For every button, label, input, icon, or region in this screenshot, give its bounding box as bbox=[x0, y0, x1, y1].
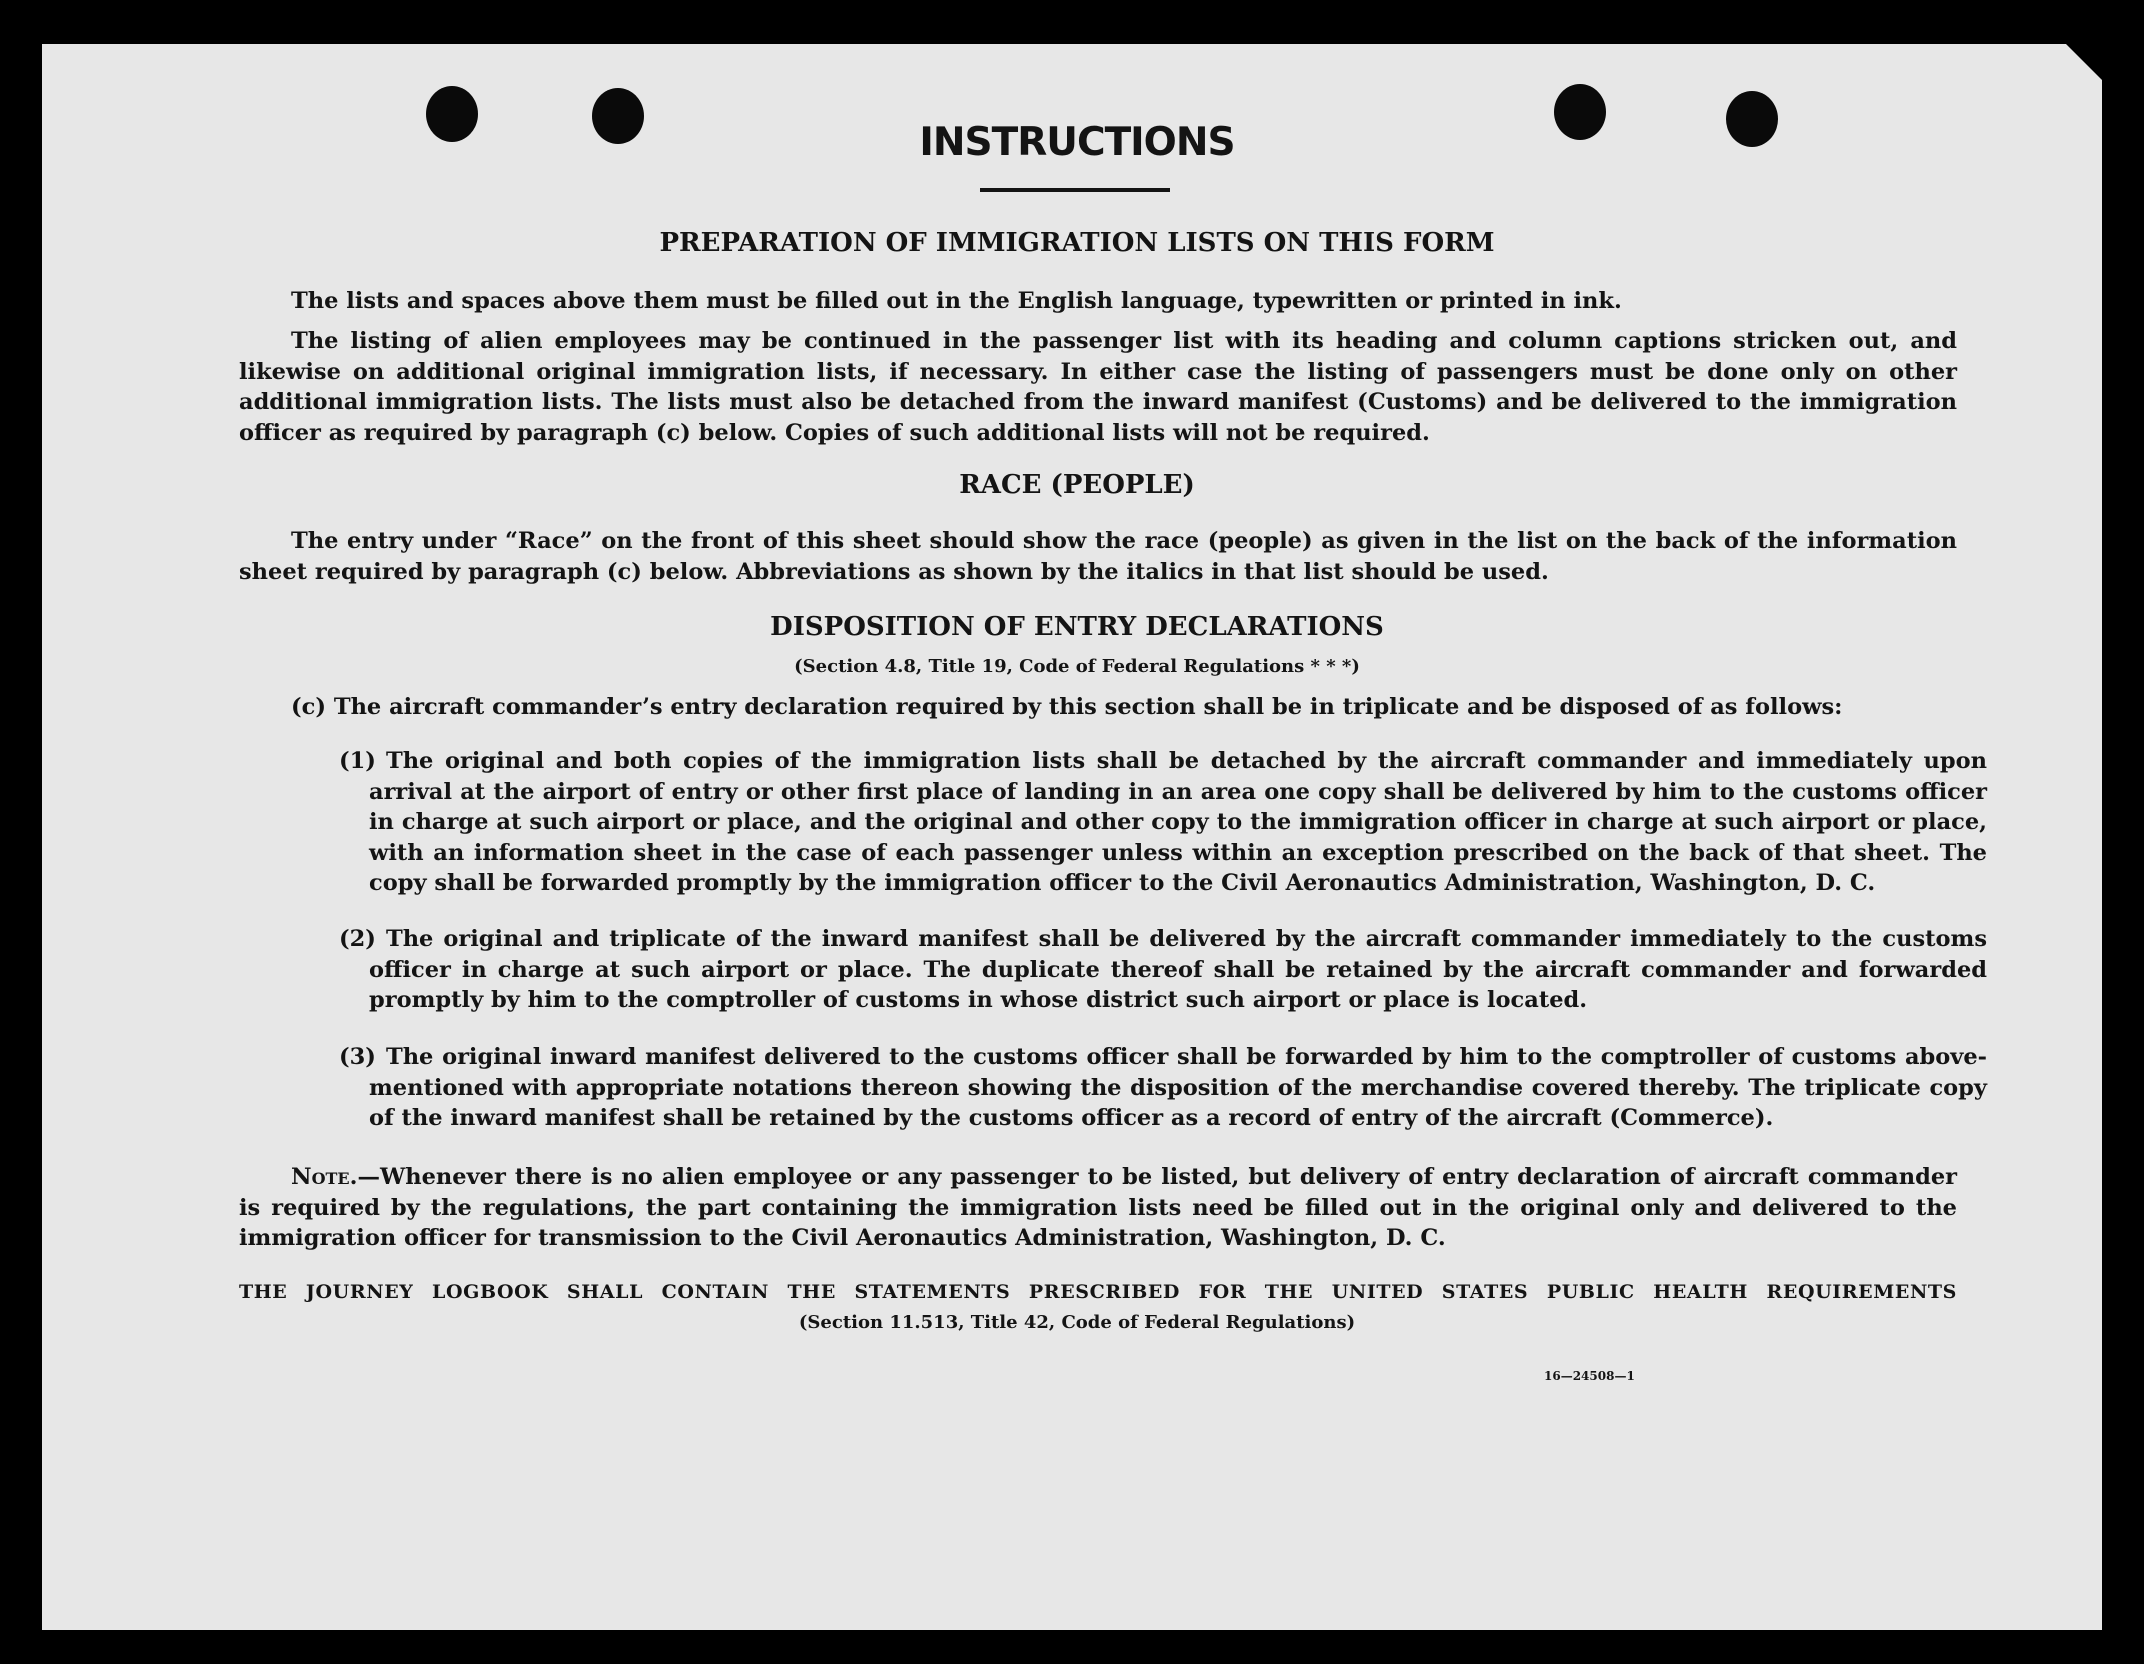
item-text: The original and triplicate of the inward manifest shall be delivered by the aircraft commander immediately to the customs officer in charge at such airport or place. The duplicate thereof shall be retained by the aircraft commander and forwarded promptly by him to the comptroller of customs in whose district such airport or place is located. bbox=[369, 926, 1987, 1013]
note-label: Note. bbox=[291, 1164, 358, 1190]
folded-corner bbox=[2064, 42, 2104, 82]
health-requirements-line: THE JOURNEY LOGBOOK SHALL CONTAIN THE STATEMENTS PRESCRIBED FOR THE UNITED STATES PUBLIC HEALTH REQUIREMENTS bbox=[239, 1281, 1957, 1303]
disposition-heading: DISPOSITION OF ENTRY DECLARATIONS bbox=[770, 612, 1384, 642]
title-rule bbox=[980, 188, 1170, 192]
disposition-item-1 bbox=[339, 746, 1987, 899]
preparation-paragraph-2: The listing of alien employees may be continued in the passenger list with its heading and column captions stricken out, and likewise on additional original immigration lists, if necessary. In either case the listing of passengers must be done only on other additional immigration lists. The lists must also be detached from the inward manifest (Customs) and be delivered to the immigration officer as required by paragraph (c) below. Copies of such additional lists will not be required. bbox=[239, 328, 1957, 446]
note-paragraph bbox=[239, 1162, 1957, 1254]
item-text: The original and both copies of the immigration lists shall be detached by the aircraft commander and immediately upon arrival at the airport of entry or other first place of landing in an area one copy shall be delivered by him to the customs officer in charge at such airport or place, and the original and other copy to the immigration officer in charge at such airport or place, with an information sheet in the case of each passenger unless within an exception prescribed on the back of that sheet. The copy shall be forwarded promptly by the immigration officer to the Civil Aeronautics Administration, Washington, D. C. bbox=[369, 748, 1987, 896]
health-citation: (Section 11.513, Title 42, Code of Federal Regulations) bbox=[798, 1312, 1356, 1333]
disposition-intro: (c) The aircraft commander’s entry declaration required by this section shall be in triplicate and be disposed of as follows: bbox=[291, 694, 1843, 720]
item-text: The original inward manifest delivered to the customs officer shall be forwarded by him to the comptroller of customs above-mentioned with appropriate notations thereon showing the disposition of the merchandise covered thereby. The triplicate copy of the inward manifest shall be retained by the customs officer as a record of entry of the aircraft (Commerce). bbox=[369, 1044, 1987, 1131]
document-page bbox=[42, 44, 2102, 1630]
item-number: (2) bbox=[339, 926, 376, 952]
disposition-item-2 bbox=[339, 924, 1987, 1016]
race-heading: RACE (PEOPLE) bbox=[959, 470, 1195, 500]
item-number: (1) bbox=[339, 748, 376, 774]
race-paragraph: The entry under “Race” on the front of this sheet should show the race (people) as given in the list on the back of the information sheet required by paragraph (c) below. Abbreviations as shown by the italics in that list should be used. bbox=[239, 528, 1957, 585]
disposition-subheading: (Section 4.8, Title 19, Code of Federal Regulations * * *) bbox=[794, 656, 1360, 677]
page-title: INSTRUCTIONS bbox=[919, 120, 1235, 165]
preparation-paragraph-1: The lists and spaces above them must be filled out in the English language, typewritten or printed in ink. bbox=[291, 288, 1622, 314]
form-number: 16—24508—1 bbox=[1544, 1369, 1635, 1383]
preparation-heading: PREPARATION OF IMMIGRATION LISTS ON THIS FORM bbox=[659, 228, 1495, 258]
disposition-item-3 bbox=[339, 1042, 1987, 1134]
note-text: —Whenever there is no alien employee or any passenger to be listed, but delivery of entry declaration of aircraft commander is required by the regulations, the part containing the immigration lists need be filled out in the original only and delivered to the immigration officer for transmission to the Civil Aeronautics Administration, Washington, D. C. bbox=[239, 1164, 1957, 1251]
item-number: (3) bbox=[339, 1044, 376, 1070]
